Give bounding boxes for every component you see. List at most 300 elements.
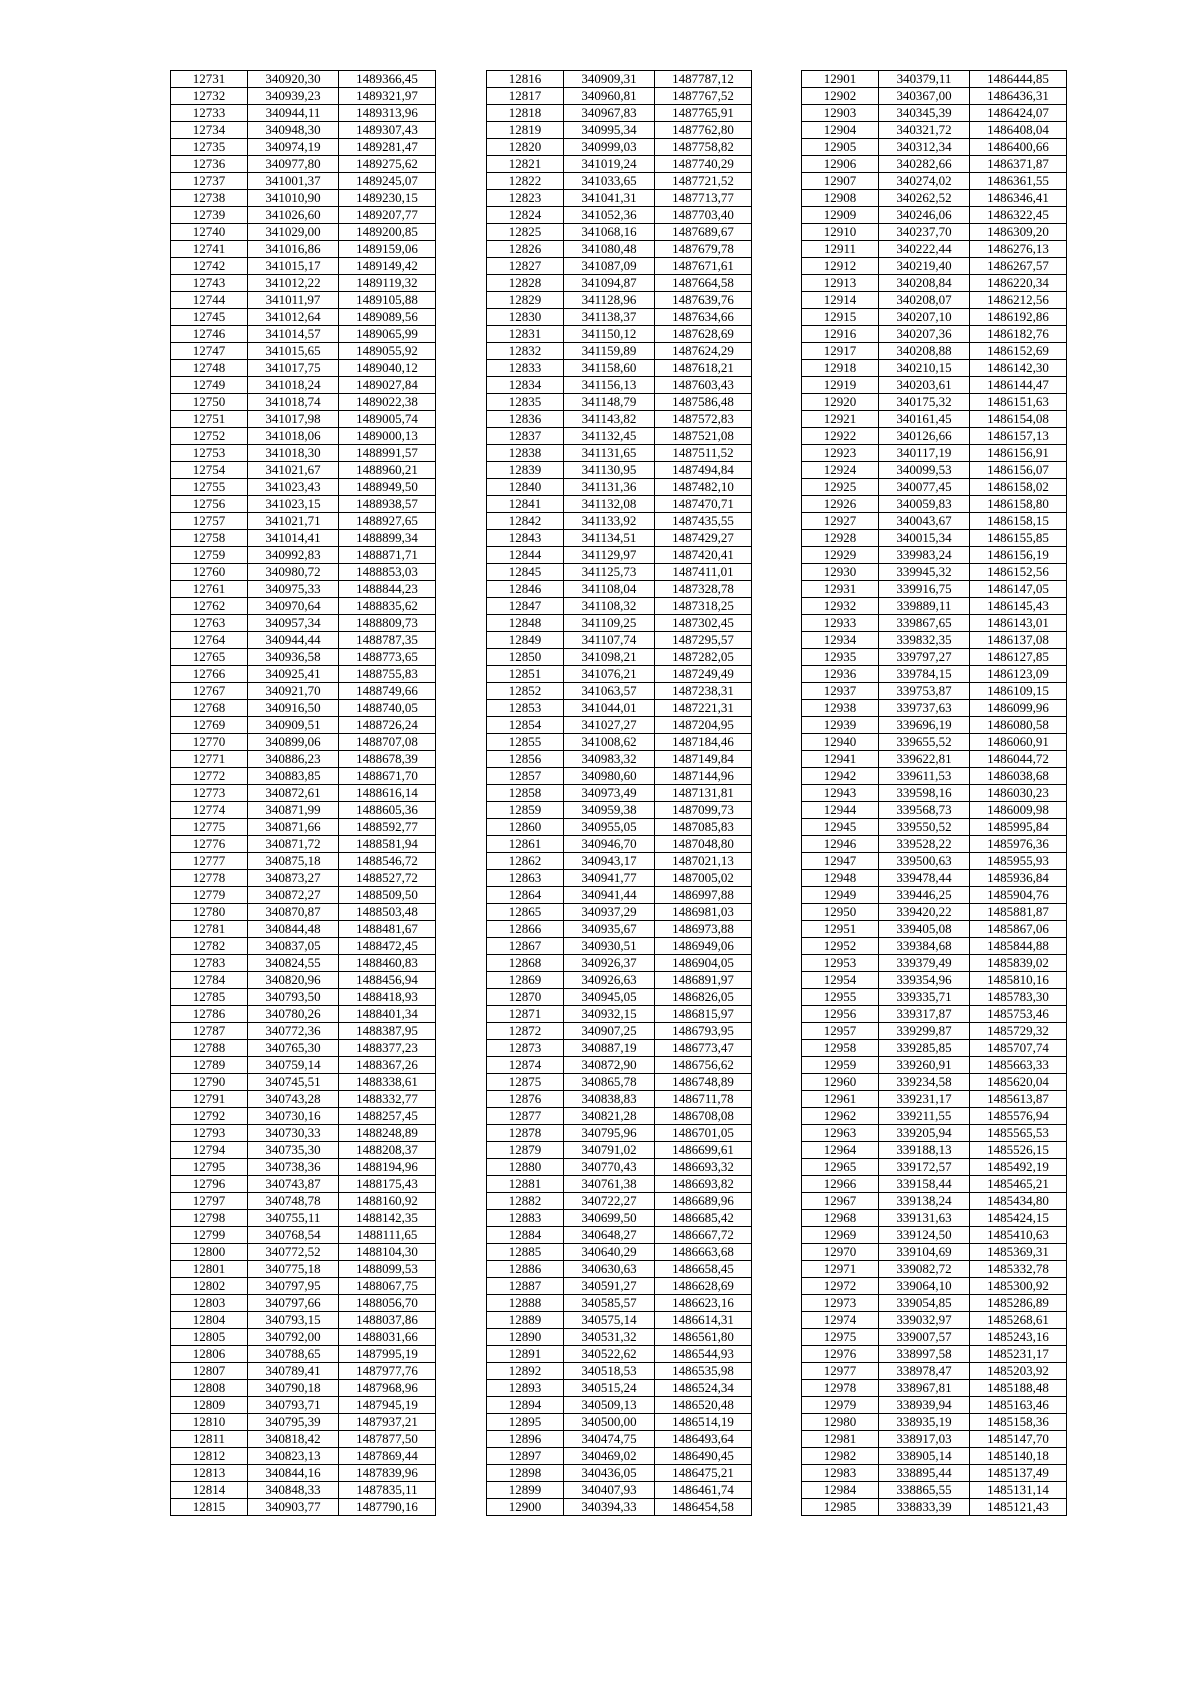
x-coordinate-cell: 340795,39 <box>248 1414 339 1431</box>
table-row <box>487 258 752 275</box>
table-row <box>171 1482 436 1499</box>
table-row <box>802 1108 1067 1125</box>
point-number-cell: 12921 <box>802 411 879 428</box>
y-coordinate-cell: 1486701,05 <box>655 1125 752 1142</box>
x-coordinate-cell: 340790,18 <box>248 1380 339 1397</box>
table-row <box>802 1482 1067 1499</box>
point-number-cell: 12743 <box>171 275 248 292</box>
table-row <box>487 581 752 598</box>
table-row <box>171 1023 436 1040</box>
table-row <box>487 955 752 972</box>
y-coordinate-cell: 1488377,23 <box>339 1040 436 1057</box>
point-number-cell: 12845 <box>487 564 564 581</box>
table-row <box>171 1295 436 1312</box>
table-row <box>171 785 436 802</box>
table-row <box>487 241 752 258</box>
table-row <box>171 411 436 428</box>
y-coordinate-cell: 1488749,66 <box>339 683 436 700</box>
x-coordinate-cell: 341010,90 <box>248 190 339 207</box>
table-row <box>802 904 1067 921</box>
point-number-cell: 12744 <box>171 292 248 309</box>
table-row <box>802 581 1067 598</box>
point-number-cell: 12800 <box>171 1244 248 1261</box>
point-number-cell: 12941 <box>802 751 879 768</box>
point-number-cell: 12893 <box>487 1380 564 1397</box>
point-number-cell: 12749 <box>171 377 248 394</box>
x-coordinate-cell: 340730,33 <box>248 1125 339 1142</box>
table-row <box>487 275 752 292</box>
point-number-cell: 12756 <box>171 496 248 513</box>
table-row <box>487 1006 752 1023</box>
table-row <box>171 1312 436 1329</box>
x-coordinate-cell: 341148,79 <box>564 394 655 411</box>
x-coordinate-cell: 340909,51 <box>248 717 339 734</box>
y-coordinate-cell: 1487765,91 <box>655 105 752 122</box>
point-number-cell: 12823 <box>487 190 564 207</box>
point-number-cell: 12958 <box>802 1040 879 1057</box>
point-number-cell: 12929 <box>802 547 879 564</box>
y-coordinate-cell: 1488503,48 <box>339 904 436 921</box>
y-coordinate-cell: 1486756,62 <box>655 1057 752 1074</box>
point-number-cell: 12869 <box>487 972 564 989</box>
y-coordinate-cell: 1486904,05 <box>655 955 752 972</box>
point-number-cell: 12865 <box>487 904 564 921</box>
y-coordinate-cell: 1489027,84 <box>339 377 436 394</box>
table-row <box>171 513 436 530</box>
table-row <box>171 751 436 768</box>
y-coordinate-cell: 1487494,84 <box>655 462 752 479</box>
point-number-cell: 12972 <box>802 1278 879 1295</box>
point-number-cell: 12943 <box>802 785 879 802</box>
y-coordinate-cell: 1487470,71 <box>655 496 752 513</box>
point-number-cell: 12977 <box>802 1363 879 1380</box>
point-number-cell: 12832 <box>487 343 564 360</box>
x-coordinate-cell: 340903,77 <box>248 1499 339 1516</box>
x-coordinate-cell: 339064,10 <box>879 1278 970 1295</box>
table-row <box>802 887 1067 904</box>
y-coordinate-cell: 1486689,96 <box>655 1193 752 1210</box>
x-coordinate-cell: 340838,83 <box>564 1091 655 1108</box>
x-coordinate-cell: 341108,32 <box>564 598 655 615</box>
table-row <box>487 1057 752 1074</box>
y-coordinate-cell: 1486981,03 <box>655 904 752 921</box>
x-coordinate-cell: 340907,25 <box>564 1023 655 1040</box>
y-coordinate-cell: 1488853,03 <box>339 564 436 581</box>
x-coordinate-cell: 341098,21 <box>564 649 655 666</box>
point-number-cell: 12971 <box>802 1261 879 1278</box>
x-coordinate-cell: 341023,15 <box>248 496 339 513</box>
x-coordinate-cell: 339550,52 <box>879 819 970 836</box>
y-coordinate-cell: 1488605,36 <box>339 802 436 819</box>
table-row <box>487 292 752 309</box>
x-coordinate-cell: 340522,62 <box>564 1346 655 1363</box>
point-number-cell: 12874 <box>487 1057 564 1074</box>
x-coordinate-cell: 341130,95 <box>564 462 655 479</box>
x-coordinate-cell: 340208,07 <box>879 292 970 309</box>
point-number-cell: 12897 <box>487 1448 564 1465</box>
table-row <box>487 156 752 173</box>
y-coordinate-cell: 1486156,07 <box>970 462 1067 479</box>
x-coordinate-cell: 341107,74 <box>564 632 655 649</box>
x-coordinate-cell: 340926,63 <box>564 972 655 989</box>
x-coordinate-cell: 340899,06 <box>248 734 339 751</box>
x-coordinate-cell: 340980,72 <box>248 564 339 581</box>
table-row <box>487 1108 752 1125</box>
x-coordinate-cell: 340795,96 <box>564 1125 655 1142</box>
point-number-cell: 12779 <box>171 887 248 904</box>
table-row <box>802 870 1067 887</box>
y-coordinate-cell: 1487238,31 <box>655 683 752 700</box>
y-coordinate-cell: 1487945,19 <box>339 1397 436 1414</box>
table-row <box>487 71 752 88</box>
table-row <box>487 1142 752 1159</box>
x-coordinate-cell: 339696,19 <box>879 717 970 734</box>
table-row <box>802 156 1067 173</box>
x-coordinate-cell: 339916,75 <box>879 581 970 598</box>
y-coordinate-cell: 1488175,43 <box>339 1176 436 1193</box>
point-number-cell: 12748 <box>171 360 248 377</box>
x-coordinate-cell: 340983,32 <box>564 751 655 768</box>
x-coordinate-cell: 339622,81 <box>879 751 970 768</box>
table-row <box>171 547 436 564</box>
table-row <box>802 1159 1067 1176</box>
y-coordinate-cell: 1488787,35 <box>339 632 436 649</box>
y-coordinate-cell: 1485465,21 <box>970 1176 1067 1193</box>
y-coordinate-cell: 1487977,76 <box>339 1363 436 1380</box>
y-coordinate-cell: 1488707,08 <box>339 734 436 751</box>
y-coordinate-cell: 1488037,86 <box>339 1312 436 1329</box>
y-coordinate-cell: 1486123,09 <box>970 666 1067 683</box>
table-row <box>487 666 752 683</box>
table-row <box>802 802 1067 819</box>
x-coordinate-cell: 340531,32 <box>564 1329 655 1346</box>
point-number-cell: 12821 <box>487 156 564 173</box>
x-coordinate-cell: 341094,87 <box>564 275 655 292</box>
point-number-cell: 12946 <box>802 836 879 853</box>
table-row <box>802 71 1067 88</box>
point-number-cell: 12952 <box>802 938 879 955</box>
point-number-cell: 12820 <box>487 139 564 156</box>
y-coordinate-cell: 1487411,01 <box>655 564 752 581</box>
table-row <box>171 241 436 258</box>
y-coordinate-cell: 1488194,96 <box>339 1159 436 1176</box>
x-coordinate-cell: 340887,19 <box>564 1040 655 1057</box>
y-coordinate-cell: 1487839,96 <box>339 1465 436 1482</box>
point-number-cell: 12740 <box>171 224 248 241</box>
point-number-cell: 12807 <box>171 1363 248 1380</box>
y-coordinate-cell: 1485332,78 <box>970 1261 1067 1278</box>
x-coordinate-cell: 340367,00 <box>879 88 970 105</box>
point-number-cell: 12936 <box>802 666 879 683</box>
y-coordinate-cell: 1489207,77 <box>339 207 436 224</box>
point-number-cell: 12767 <box>171 683 248 700</box>
x-coordinate-cell: 338935,19 <box>879 1414 970 1431</box>
table-row <box>802 751 1067 768</box>
y-coordinate-cell: 1487869,44 <box>339 1448 436 1465</box>
point-number-cell: 12938 <box>802 700 879 717</box>
y-coordinate-cell: 1489005,74 <box>339 411 436 428</box>
point-number-cell: 12826 <box>487 241 564 258</box>
x-coordinate-cell: 340735,30 <box>248 1142 339 1159</box>
x-coordinate-cell: 340518,53 <box>564 1363 655 1380</box>
y-coordinate-cell: 1488960,21 <box>339 462 436 479</box>
point-number-cell: 12979 <box>802 1397 879 1414</box>
table-row <box>171 666 436 683</box>
y-coordinate-cell: 1485810,16 <box>970 972 1067 989</box>
point-number-cell: 12831 <box>487 326 564 343</box>
table-row <box>487 411 752 428</box>
y-coordinate-cell: 1488338,61 <box>339 1074 436 1091</box>
x-coordinate-cell: 340941,77 <box>564 870 655 887</box>
table-row <box>802 1006 1067 1023</box>
y-coordinate-cell: 1487295,57 <box>655 632 752 649</box>
point-number-cell: 12854 <box>487 717 564 734</box>
y-coordinate-cell: 1485131,14 <box>970 1482 1067 1499</box>
y-coordinate-cell: 1489105,88 <box>339 292 436 309</box>
x-coordinate-cell: 338833,39 <box>879 1499 970 1516</box>
point-number-cell: 12858 <box>487 785 564 802</box>
y-coordinate-cell: 1486400,66 <box>970 139 1067 156</box>
y-coordinate-cell: 1488844,23 <box>339 581 436 598</box>
point-number-cell: 12908 <box>802 190 879 207</box>
point-number-cell: 12899 <box>487 1482 564 1499</box>
table-row <box>171 1363 436 1380</box>
y-coordinate-cell: 1488099,53 <box>339 1261 436 1278</box>
table-row <box>487 717 752 734</box>
y-coordinate-cell: 1487758,82 <box>655 139 752 156</box>
y-coordinate-cell: 1489089,56 <box>339 309 436 326</box>
table-row <box>487 88 752 105</box>
y-coordinate-cell: 1485867,06 <box>970 921 1067 938</box>
table-row <box>171 819 436 836</box>
y-coordinate-cell: 1488726,24 <box>339 717 436 734</box>
point-number-cell: 12894 <box>487 1397 564 1414</box>
point-number-cell: 12912 <box>802 258 879 275</box>
point-number-cell: 12906 <box>802 156 879 173</box>
table-row <box>171 377 436 394</box>
x-coordinate-cell: 341023,43 <box>248 479 339 496</box>
table-row <box>802 921 1067 938</box>
point-number-cell: 12736 <box>171 156 248 173</box>
x-coordinate-cell: 340630,63 <box>564 1261 655 1278</box>
point-number-cell: 12888 <box>487 1295 564 1312</box>
y-coordinate-cell: 1487048,80 <box>655 836 752 853</box>
y-coordinate-cell: 1489055,92 <box>339 343 436 360</box>
table-row <box>802 1312 1067 1329</box>
table-row <box>171 615 436 632</box>
point-number-cell: 12770 <box>171 734 248 751</box>
y-coordinate-cell: 1485163,46 <box>970 1397 1067 1414</box>
point-number-cell: 12847 <box>487 598 564 615</box>
y-coordinate-cell: 1488067,75 <box>339 1278 436 1295</box>
point-number-cell: 12772 <box>171 768 248 785</box>
x-coordinate-cell: 340941,44 <box>564 887 655 904</box>
table-row <box>171 1431 436 1448</box>
x-coordinate-cell: 341014,57 <box>248 326 339 343</box>
y-coordinate-cell: 1488835,62 <box>339 598 436 615</box>
y-coordinate-cell: 1489313,96 <box>339 105 436 122</box>
point-number-cell: 12755 <box>171 479 248 496</box>
table-row <box>802 241 1067 258</box>
table-row <box>802 411 1067 428</box>
y-coordinate-cell: 1486773,47 <box>655 1040 752 1057</box>
y-coordinate-cell: 1485158,36 <box>970 1414 1067 1431</box>
y-coordinate-cell: 1488755,83 <box>339 666 436 683</box>
point-number-cell: 12954 <box>802 972 879 989</box>
y-coordinate-cell: 1486137,08 <box>970 632 1067 649</box>
y-coordinate-cell: 1489119,32 <box>339 275 436 292</box>
y-coordinate-cell: 1486044,72 <box>970 751 1067 768</box>
table-row <box>171 1448 436 1465</box>
point-number-cell: 12789 <box>171 1057 248 1074</box>
y-coordinate-cell: 1489040,12 <box>339 360 436 377</box>
x-coordinate-cell: 340210,15 <box>879 360 970 377</box>
table-row <box>487 530 752 547</box>
point-number-cell: 12840 <box>487 479 564 496</box>
point-number-cell: 12953 <box>802 955 879 972</box>
table-row <box>171 1040 436 1057</box>
point-number-cell: 12839 <box>487 462 564 479</box>
table-row <box>487 785 752 802</box>
y-coordinate-cell: 1486461,74 <box>655 1482 752 1499</box>
x-coordinate-cell: 341131,36 <box>564 479 655 496</box>
table-row <box>171 649 436 666</box>
x-coordinate-cell: 340921,70 <box>248 683 339 700</box>
y-coordinate-cell: 1487664,58 <box>655 275 752 292</box>
table-row <box>171 853 436 870</box>
x-coordinate-cell: 340959,38 <box>564 802 655 819</box>
table-row <box>171 887 436 904</box>
x-coordinate-cell: 340980,60 <box>564 768 655 785</box>
y-coordinate-cell: 1486276,13 <box>970 241 1067 258</box>
x-coordinate-cell: 340945,05 <box>564 989 655 1006</box>
x-coordinate-cell: 340823,13 <box>248 1448 339 1465</box>
x-coordinate-cell: 341011,97 <box>248 292 339 309</box>
y-coordinate-cell: 1485369,31 <box>970 1244 1067 1261</box>
point-number-cell: 12759 <box>171 547 248 564</box>
table-row <box>171 1006 436 1023</box>
y-coordinate-cell: 1487703,40 <box>655 207 752 224</box>
y-coordinate-cell: 1488678,39 <box>339 751 436 768</box>
table-row <box>802 309 1067 326</box>
x-coordinate-cell: 340930,51 <box>564 938 655 955</box>
x-coordinate-cell: 340765,30 <box>248 1040 339 1057</box>
table-row <box>802 88 1067 105</box>
table-row <box>171 428 436 445</box>
table-row <box>487 734 752 751</box>
x-coordinate-cell: 339172,57 <box>879 1159 970 1176</box>
x-coordinate-cell: 340509,13 <box>564 1397 655 1414</box>
table-row <box>802 1244 1067 1261</box>
point-number-cell: 12794 <box>171 1142 248 1159</box>
x-coordinate-cell: 339211,55 <box>879 1108 970 1125</box>
x-coordinate-cell: 341008,62 <box>564 734 655 751</box>
y-coordinate-cell: 1488546,72 <box>339 853 436 870</box>
y-coordinate-cell: 1486371,87 <box>970 156 1067 173</box>
y-coordinate-cell: 1488031,66 <box>339 1329 436 1346</box>
y-coordinate-cell: 1485995,84 <box>970 819 1067 836</box>
point-number-cell: 12833 <box>487 360 564 377</box>
x-coordinate-cell: 340975,33 <box>248 581 339 598</box>
point-number-cell: 12765 <box>171 649 248 666</box>
x-coordinate-cell: 340059,83 <box>879 496 970 513</box>
table-row <box>802 445 1067 462</box>
point-number-cell: 12733 <box>171 105 248 122</box>
y-coordinate-cell: 1485753,46 <box>970 1006 1067 1023</box>
point-number-cell: 12884 <box>487 1227 564 1244</box>
table-row <box>171 1278 436 1295</box>
point-number-cell: 12787 <box>171 1023 248 1040</box>
y-coordinate-cell: 1487131,81 <box>655 785 752 802</box>
x-coordinate-cell: 340973,49 <box>564 785 655 802</box>
point-number-cell: 12786 <box>171 1006 248 1023</box>
x-coordinate-cell: 340865,78 <box>564 1074 655 1091</box>
table-row <box>802 598 1067 615</box>
y-coordinate-cell: 1487689,67 <box>655 224 752 241</box>
table-row <box>171 224 436 241</box>
y-coordinate-cell: 1488418,93 <box>339 989 436 1006</box>
point-number-cell: 12819 <box>487 122 564 139</box>
x-coordinate-cell: 340872,61 <box>248 785 339 802</box>
y-coordinate-cell: 1485492,19 <box>970 1159 1067 1176</box>
table-row <box>171 105 436 122</box>
point-number-cell: 12822 <box>487 173 564 190</box>
table-row <box>171 207 436 224</box>
table-row <box>802 1499 1067 1516</box>
y-coordinate-cell: 1486158,80 <box>970 496 1067 513</box>
point-number-cell: 12758 <box>171 530 248 547</box>
point-number-cell: 12967 <box>802 1193 879 1210</box>
x-coordinate-cell: 340818,42 <box>248 1431 339 1448</box>
point-number-cell: 12797 <box>171 1193 248 1210</box>
y-coordinate-cell: 1487005,02 <box>655 870 752 887</box>
x-coordinate-cell: 339138,24 <box>879 1193 970 1210</box>
point-number-cell: 12824 <box>487 207 564 224</box>
point-number-cell: 12766 <box>171 666 248 683</box>
y-coordinate-cell: 1486614,31 <box>655 1312 752 1329</box>
x-coordinate-cell: 340926,37 <box>564 955 655 972</box>
point-number-cell: 12880 <box>487 1159 564 1176</box>
x-coordinate-cell: 340745,51 <box>248 1074 339 1091</box>
table-row <box>487 105 752 122</box>
table-row <box>802 700 1067 717</box>
table-row <box>171 1346 436 1363</box>
point-number-cell: 12975 <box>802 1329 879 1346</box>
point-number-cell: 12837 <box>487 428 564 445</box>
y-coordinate-cell: 1488257,45 <box>339 1108 436 1125</box>
table-row <box>487 564 752 581</box>
y-coordinate-cell: 1486309,20 <box>970 224 1067 241</box>
x-coordinate-cell: 340872,27 <box>248 887 339 904</box>
x-coordinate-cell: 341018,06 <box>248 428 339 445</box>
y-coordinate-cell: 1486060,91 <box>970 734 1067 751</box>
point-number-cell: 12855 <box>487 734 564 751</box>
x-coordinate-cell: 340208,88 <box>879 343 970 360</box>
y-coordinate-cell: 1487937,21 <box>339 1414 436 1431</box>
x-coordinate-cell: 340935,67 <box>564 921 655 938</box>
point-number-cell: 12849 <box>487 632 564 649</box>
table-row <box>802 547 1067 564</box>
x-coordinate-cell: 340207,36 <box>879 326 970 343</box>
table-row <box>802 1040 1067 1057</box>
point-number-cell: 12798 <box>171 1210 248 1227</box>
table-row <box>802 717 1067 734</box>
point-number-cell: 12803 <box>171 1295 248 1312</box>
x-coordinate-cell: 339379,49 <box>879 955 970 972</box>
table-row <box>171 1176 436 1193</box>
point-number-cell: 12866 <box>487 921 564 938</box>
x-coordinate-cell: 340591,27 <box>564 1278 655 1295</box>
